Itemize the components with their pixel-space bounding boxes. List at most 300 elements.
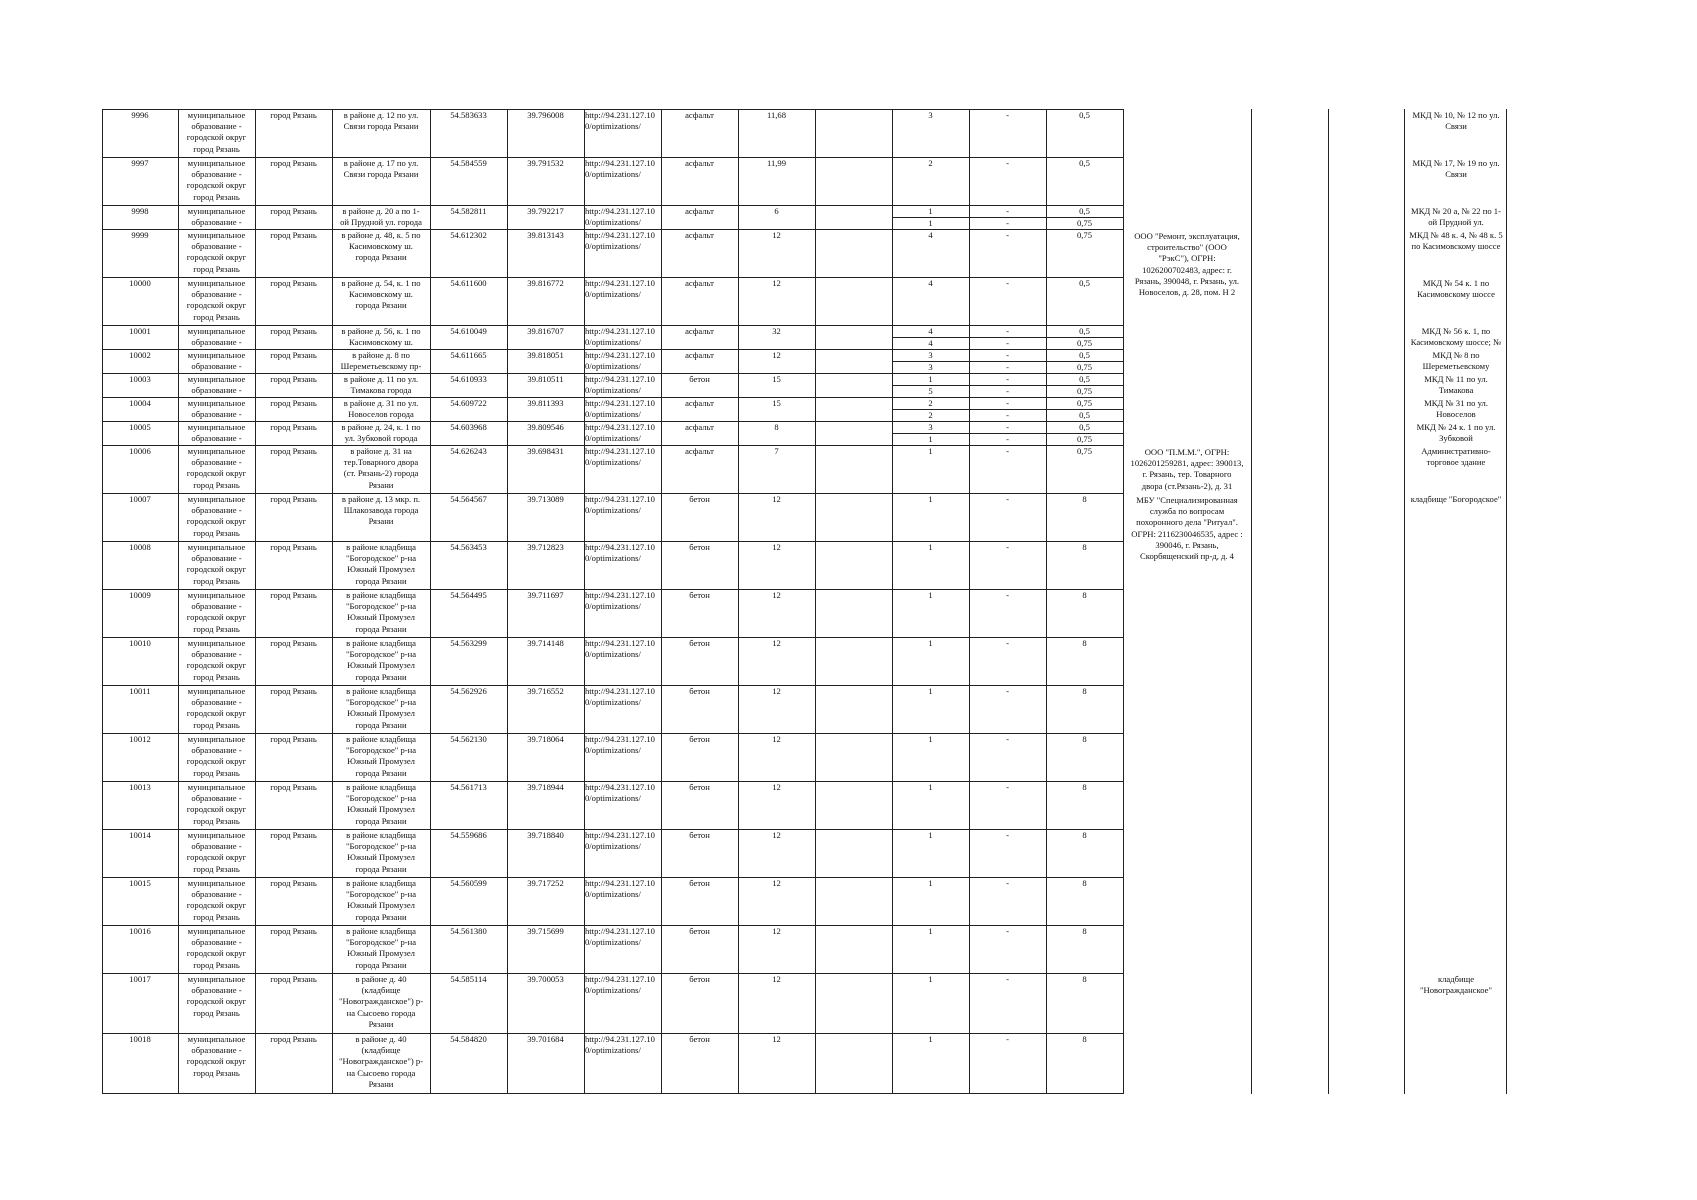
- longitude-cell: 39.791532: [527, 158, 564, 168]
- container-volume-cell: 0,75: [1076, 386, 1093, 396]
- dash-cell: -: [1006, 374, 1009, 384]
- settlement-cell: город Рязань: [270, 326, 317, 336]
- dash-cell: -: [1006, 1034, 1009, 1044]
- row-number-cell: 10009: [129, 590, 151, 600]
- container-volume-cell: 8: [1082, 494, 1087, 504]
- municipal-formation-cell: муниципальное образование - городской округ город Рязань: [186, 686, 247, 730]
- row-number-cell: 10015: [129, 878, 151, 888]
- settlement-cell: город Рязань: [270, 734, 317, 744]
- column-border: [1328, 109, 1329, 1094]
- surface-cell: бетон: [689, 638, 710, 648]
- container-count-cell: 1: [928, 218, 933, 228]
- container-volume-cell: 8: [1082, 926, 1087, 936]
- sub-row-border: [892, 385, 1123, 386]
- source-objects-cell: МКД № 8 по Шереметьевскому: [1422, 350, 1490, 372]
- surface-cell: асфальт: [685, 350, 714, 360]
- latitude-cell: 54.564567: [450, 494, 487, 504]
- address-cell: в районе кладбища "Богородское" р-на Южный Промузел города Рязани: [345, 686, 417, 730]
- municipal-formation-cell: муниципальное образование - городской округ город Рязань: [186, 446, 247, 490]
- container-volume-cell: 0,5: [1079, 350, 1090, 360]
- link-cell: http://94.231.127.10 0/optimizations/: [585, 350, 655, 372]
- container-count-cell: 3: [928, 362, 933, 372]
- row-number-cell: 9996: [131, 110, 149, 120]
- container-count-cell: 2: [928, 158, 933, 168]
- container-count-cell: 3: [928, 422, 933, 432]
- dash-cell: -: [1006, 386, 1009, 396]
- row-number-cell: 9998: [131, 206, 149, 216]
- row-number-cell: 10016: [129, 926, 151, 936]
- container-count-cell: 1: [928, 782, 933, 792]
- longitude-cell: 39.711697: [527, 590, 564, 600]
- row-number-cell: 10005: [129, 422, 151, 432]
- longitude-cell: 39.713089: [527, 494, 564, 504]
- municipal-formation-cell: муниципальное образование -: [187, 350, 246, 372]
- municipal-formation-cell: муниципальное образование - городской округ город Рязань: [186, 638, 247, 682]
- container-volume-cell: 8: [1082, 878, 1087, 888]
- longitude-cell: 39.810511: [527, 374, 564, 384]
- surface-cell: бетон: [689, 590, 710, 600]
- surface-cell: бетон: [689, 782, 710, 792]
- longitude-cell: 39.813143: [527, 230, 564, 240]
- source-objects-cell: МКД № 24 к. 1 по ул. Зубковой: [1416, 422, 1496, 444]
- settlement-cell: город Рязань: [270, 158, 317, 168]
- row-number-cell: 10001: [129, 326, 151, 336]
- address-cell: в районе д. 17 по ул. Связи города Рязани: [343, 158, 419, 180]
- container-volume-cell: 0,5: [1079, 206, 1090, 216]
- municipal-formation-cell: муниципальное образование -: [187, 326, 246, 348]
- area-cell: 15: [772, 398, 781, 408]
- settlement-cell: город Рязань: [270, 230, 317, 240]
- settlement-cell: город Рязань: [270, 110, 317, 120]
- source-objects-cell: кладбище "Богородское": [1410, 494, 1502, 504]
- dash-cell: -: [1006, 218, 1009, 228]
- source-objects-cell: кладбище "Новогражданское": [1420, 974, 1492, 996]
- source-objects-cell: [1404, 589, 1508, 637]
- area-cell: 12: [772, 974, 781, 984]
- settlement-cell: город Рязань: [270, 926, 317, 936]
- container-volume-cell: 0,5: [1079, 374, 1090, 384]
- surface-cell: бетон: [689, 734, 710, 744]
- container-count-cell: 1: [928, 1034, 933, 1044]
- municipal-formation-cell: муниципальное образование - городской округ город Рязань: [186, 110, 247, 154]
- surface-cell: бетон: [689, 494, 710, 504]
- source-objects-cell: [1404, 685, 1508, 733]
- container-volume-cell: 0,75: [1076, 338, 1093, 348]
- area-cell: 12: [772, 542, 781, 552]
- source-objects-cell: МКД № 56 к. 1, по Касимовскому шоссе; №: [1410, 326, 1502, 348]
- row-number-cell: 10017: [129, 974, 151, 984]
- container-count-cell: 2: [928, 398, 933, 408]
- dash-cell: -: [1006, 206, 1009, 216]
- longitude-cell: 39.718840: [527, 830, 564, 840]
- link-cell: http://94.231.127.10 0/optimizations/: [585, 686, 655, 708]
- container-volume-cell: 0,5: [1079, 278, 1090, 288]
- municipal-formation-cell: муниципальное образование -: [187, 422, 246, 444]
- surface-cell: асфальт: [685, 278, 714, 288]
- longitude-cell: 39.792217: [527, 206, 564, 216]
- address-cell: в районе д. 31 по ул. Новоселов города: [343, 398, 419, 420]
- municipal-formation-cell: муниципальное образование - городской округ город Рязань: [186, 494, 247, 538]
- container-volume-cell: 0,5: [1079, 410, 1090, 420]
- sub-row-border: [892, 217, 1123, 218]
- surface-cell: асфальт: [685, 398, 714, 408]
- container-volume-cell: 0,5: [1079, 422, 1090, 432]
- area-cell: 12: [772, 278, 781, 288]
- settlement-cell: город Рязань: [270, 422, 317, 432]
- settlement-cell: город Рязань: [270, 974, 317, 984]
- container-volume-cell: 8: [1082, 686, 1087, 696]
- latitude-cell: 54.610049: [450, 326, 487, 336]
- source-objects-cell: [1404, 781, 1508, 829]
- container-count-cell: 4: [928, 278, 933, 288]
- area-cell: 12: [772, 638, 781, 648]
- link-cell: http://94.231.127.10 0/optimizations/: [585, 494, 655, 516]
- container-volume-cell: 0,5: [1079, 158, 1090, 168]
- dash-cell: -: [1006, 446, 1009, 456]
- container-count-cell: 1: [928, 494, 933, 504]
- surface-cell: бетон: [689, 974, 710, 984]
- address-cell: в районе д. 54, к. 1 по Касимовскому ш. города Рязани: [341, 278, 421, 311]
- area-cell: 6: [774, 206, 779, 216]
- latitude-cell: 54.611600: [450, 278, 487, 288]
- latitude-cell: 54.582811: [450, 206, 487, 216]
- source-objects-cell: [1404, 733, 1508, 781]
- source-objects-cell: [1404, 877, 1508, 925]
- container-volume-cell: 8: [1082, 638, 1087, 648]
- container-count-cell: 1: [928, 446, 933, 456]
- address-cell: в районе д. 40 (кладбище "Новогражданское") р- на Сысоево города Рязани: [338, 1034, 424, 1089]
- settlement-cell: город Рязань: [270, 638, 317, 648]
- link-cell: http://94.231.127.10 0/optimizations/: [585, 446, 655, 468]
- container-count-cell: 5: [928, 386, 933, 396]
- area-cell: 32: [772, 326, 781, 336]
- link-cell: http://94.231.127.10 0/optimizations/: [585, 542, 655, 564]
- link-cell: http://94.231.127.10 0/optimizations/: [585, 638, 655, 660]
- dash-cell: -: [1006, 638, 1009, 648]
- address-cell: в районе д. 11 по ул. Тимакова города: [343, 374, 419, 396]
- address-cell: в районе д. 12 по ул. Связи города Рязани: [343, 110, 419, 132]
- latitude-cell: 54.559686: [450, 830, 487, 840]
- settlement-cell: город Рязань: [270, 278, 317, 288]
- area-cell: 12: [772, 830, 781, 840]
- municipal-formation-cell: муниципальное образование -: [187, 206, 246, 228]
- address-cell: в районе д. 8 по Шереметьевскому пр-: [340, 350, 422, 372]
- dash-cell: -: [1006, 326, 1009, 336]
- dash-cell: -: [1006, 278, 1009, 288]
- container-volume-cell: 8: [1082, 542, 1087, 552]
- address-cell: в районе д. 31 на тер.Товарного двора (ст. Рязань-2) города Рязани: [343, 446, 419, 490]
- latitude-cell: 54.562926: [450, 686, 487, 696]
- container-count-cell: 1: [928, 374, 933, 384]
- link-cell: http://94.231.127.10 0/optimizations/: [585, 374, 655, 396]
- latitude-cell: 54.563299: [450, 638, 487, 648]
- area-cell: 12: [772, 734, 781, 744]
- latitude-cell: 54.562130: [450, 734, 487, 744]
- link-cell: http://94.231.127.10 0/optimizations/: [585, 974, 655, 996]
- container-volume-cell: 8: [1082, 830, 1087, 840]
- link-cell: http://94.231.127.10 0/optimizations/: [585, 878, 655, 900]
- container-count-cell: 1: [928, 206, 933, 216]
- container-count-cell: 1: [928, 734, 933, 744]
- longitude-cell: 39.816772: [527, 278, 564, 288]
- container-volume-cell: 0,75: [1076, 218, 1093, 228]
- longitude-cell: 39.698431: [527, 446, 564, 456]
- row-number-cell: 9997: [131, 158, 149, 168]
- source-objects-cell: [1404, 1033, 1508, 1093]
- container-volume-cell: 8: [1082, 782, 1087, 792]
- latitude-cell: 54.603968: [450, 422, 487, 432]
- surface-cell: асфальт: [685, 110, 714, 120]
- longitude-cell: 39.816707: [527, 326, 564, 336]
- settlement-cell: город Рязань: [270, 350, 317, 360]
- surface-cell: бетон: [689, 1034, 710, 1044]
- surface-cell: асфальт: [685, 158, 714, 168]
- row-number-cell: 10014: [129, 830, 151, 840]
- container-count-cell: 1: [928, 686, 933, 696]
- address-cell: в районе кладбища "Богородское" р-на Южный Промузел города Рязани: [345, 590, 417, 634]
- area-cell: 12: [772, 686, 781, 696]
- sub-row-border: [892, 361, 1123, 362]
- dash-cell: -: [1006, 110, 1009, 120]
- row-number-cell: 10004: [129, 398, 151, 408]
- dash-cell: -: [1006, 686, 1009, 696]
- source-objects-cell: МКД № 20 а, № 22 по 1- ой Прудной ул.: [1411, 206, 1501, 228]
- latitude-cell: 54.560599: [450, 878, 487, 888]
- settlement-cell: город Рязань: [270, 206, 317, 216]
- municipal-formation-cell: муниципальное образование - городской округ город Рязань: [186, 878, 247, 922]
- municipal-formation-cell: муниципальное образование - городской округ город Рязань: [186, 1034, 247, 1078]
- row-number-cell: 10010: [129, 638, 151, 648]
- container-volume-cell: 0,75: [1076, 398, 1093, 408]
- row-number-cell: 10007: [129, 494, 151, 504]
- container-volume-cell: 8: [1082, 734, 1087, 744]
- address-cell: в районе кладбища "Богородское" р-на Южный Промузел города Рязани: [345, 542, 417, 586]
- area-cell: 8: [774, 422, 779, 432]
- municipal-formation-cell: муниципальное образование - городской округ город Рязань: [186, 782, 247, 826]
- container-volume-cell: 0,75: [1076, 446, 1093, 456]
- row-number-cell: 10002: [129, 350, 151, 360]
- area-cell: 12: [772, 590, 781, 600]
- municipal-formation-cell: муниципальное образование - городской округ город Рязань: [186, 278, 247, 322]
- settlement-cell: город Рязань: [270, 878, 317, 888]
- source-objects-cell: [1404, 925, 1508, 973]
- source-objects-cell: МКД № 11 по ул. Тимакова: [1424, 374, 1488, 396]
- address-cell: в районе кладбища "Богородское" р-на Южный Промузел города Рязани: [345, 878, 417, 922]
- row-number-cell: 10000: [129, 278, 151, 288]
- dash-cell: -: [1006, 830, 1009, 840]
- longitude-cell: 39.700053: [527, 974, 564, 984]
- sub-row-border: [892, 433, 1123, 434]
- address-cell: в районе д. 24, к. 1 по ул. Зубковой города: [341, 422, 421, 444]
- settlement-cell: город Рязань: [270, 398, 317, 408]
- dash-cell: -: [1006, 782, 1009, 792]
- address-cell: в районе д. 40 (кладбище "Новогражданское") р- на Сысоево города Рязани: [338, 974, 424, 1029]
- dash-cell: -: [1006, 230, 1009, 240]
- container-volume-cell: 0,75: [1076, 434, 1093, 444]
- longitude-cell: 39.811393: [527, 398, 564, 408]
- area-cell: 12: [772, 350, 781, 360]
- latitude-cell: 54.609722: [450, 398, 487, 408]
- dash-cell: -: [1006, 338, 1009, 348]
- sub-row-border: [892, 409, 1123, 410]
- row-number-cell: 9999: [131, 230, 149, 240]
- address-cell: в районе д. 13 мкр. п. Шлакозавода города Рязани: [341, 494, 421, 527]
- municipal-formation-cell: муниципальное образование - городской округ город Рязань: [186, 158, 247, 202]
- dash-cell: -: [1006, 362, 1009, 372]
- source-objects-cell: МКД № 10, № 12 по ул. Связи: [1412, 110, 1500, 132]
- area-cell: 12: [772, 926, 781, 936]
- dash-cell: -: [1006, 734, 1009, 744]
- longitude-cell: 39.716552: [527, 686, 564, 696]
- municipal-formation-cell: муниципальное образование -: [187, 398, 246, 420]
- dash-cell: -: [1006, 350, 1009, 360]
- longitude-cell: 39.718064: [527, 734, 564, 744]
- link-cell: http://94.231.127.10 0/optimizations/: [585, 158, 655, 180]
- sub-row-border: [892, 337, 1123, 338]
- source-objects-cell: [1404, 829, 1508, 877]
- link-cell: http://94.231.127.10 0/optimizations/: [585, 278, 655, 300]
- source-objects-cell: Административно- торговое здание: [1421, 446, 1491, 468]
- container-count-cell: 1: [928, 638, 933, 648]
- source-objects-cell: МКД № 31 по ул. Новоселов: [1424, 398, 1488, 420]
- link-cell: http://94.231.127.10 0/optimizations/: [585, 782, 655, 804]
- owner-organization-cell: МБУ "Специализированная служба по вопросам похоронного дела "Ритуал". ОГРН: 2116230046535, адрес : 390046, г. Рязань, Скорбященский пр-д, д. 4: [1131, 495, 1243, 562]
- owner-organization-cell: ООО "Ремонт, эксплуатация, строительство" (ООО "РэкС"), ОГРН: 1026200702483, адрес: г. Рязань, 390048, г. Рязань, ул. Новоселов, д. 28, пом. Н 2: [1134, 231, 1240, 298]
- latitude-cell: 54.585114: [450, 974, 487, 984]
- settlement-cell: город Рязань: [270, 1034, 317, 1044]
- column-border: [1251, 109, 1252, 1094]
- latitude-cell: 54.561713: [450, 782, 487, 792]
- row-number-cell: 10011: [129, 686, 151, 696]
- dash-cell: -: [1006, 926, 1009, 936]
- surface-cell: асфальт: [685, 446, 714, 456]
- container-volume-cell: 0,5: [1079, 110, 1090, 120]
- latitude-cell: 54.611665: [450, 350, 487, 360]
- area-cell: 12: [772, 230, 781, 240]
- area-cell: 11,99: [766, 158, 787, 168]
- settlement-cell: город Рязань: [270, 590, 317, 600]
- longitude-cell: 39.818051: [527, 350, 564, 360]
- container-count-cell: 3: [928, 350, 933, 360]
- container-count-cell: 1: [928, 878, 933, 888]
- longitude-cell: 39.714148: [527, 638, 564, 648]
- container-count-cell: 4: [928, 338, 933, 348]
- container-volume-cell: 8: [1082, 590, 1087, 600]
- longitude-cell: 39.796008: [527, 110, 564, 120]
- container-volume-cell: 0,75: [1076, 230, 1093, 240]
- address-cell: в районе д. 56, к. 1 по Касимовскому ш.: [341, 326, 421, 348]
- source-objects-cell: МКД № 54 к. 1 по Касимовскому шоссе: [1417, 278, 1495, 300]
- source-objects-cell: [1404, 541, 1508, 589]
- area-cell: 12: [772, 782, 781, 792]
- area-cell: 15: [772, 374, 781, 384]
- container-count-cell: 4: [928, 230, 933, 240]
- municipal-formation-cell: муниципальное образование - городской округ город Рязань: [186, 830, 247, 874]
- dash-cell: -: [1006, 434, 1009, 444]
- container-count-cell: 1: [928, 590, 933, 600]
- surface-cell: бетон: [689, 686, 710, 696]
- dash-cell: -: [1006, 494, 1009, 504]
- dash-cell: -: [1006, 158, 1009, 168]
- container-volume-cell: 0,75: [1076, 362, 1093, 372]
- address-cell: в районе кладбища "Богородское" р-на Южный Промузел города Рязани: [345, 926, 417, 970]
- container-count-cell: 1: [928, 974, 933, 984]
- surface-cell: бетон: [689, 830, 710, 840]
- municipal-formation-cell: муниципальное образование - городской округ город Рязань: [186, 542, 247, 586]
- latitude-cell: 54.561380: [450, 926, 487, 936]
- link-cell: http://94.231.127.10 0/optimizations/: [585, 230, 655, 252]
- surface-cell: бетон: [689, 542, 710, 552]
- municipal-formation-cell: муниципальное образование - городской округ город Рязань: [186, 974, 247, 1018]
- latitude-cell: 54.584820: [450, 1034, 487, 1044]
- container-volume-cell: 8: [1082, 1034, 1087, 1044]
- source-objects-cell: [1404, 637, 1508, 685]
- municipal-formation-cell: муниципальное образование - городской округ город Рязань: [186, 926, 247, 970]
- settlement-cell: город Рязань: [270, 830, 317, 840]
- latitude-cell: 54.583633: [450, 110, 487, 120]
- dash-cell: -: [1006, 422, 1009, 432]
- container-volume-cell: 0,5: [1079, 326, 1090, 336]
- latitude-cell: 54.612302: [450, 230, 487, 240]
- surface-cell: бетон: [689, 374, 710, 384]
- settlement-cell: город Рязань: [270, 542, 317, 552]
- link-cell: http://94.231.127.10 0/optimizations/: [585, 326, 655, 348]
- address-cell: в районе кладбища "Богородское" р-на Южный Промузел города Рязани: [345, 830, 417, 874]
- area-cell: 12: [772, 878, 781, 888]
- surface-cell: асфальт: [685, 422, 714, 432]
- surface-cell: бетон: [689, 926, 710, 936]
- address-cell: в районе кладбища "Богородское" р-на Южный Промузел города Рязани: [345, 734, 417, 778]
- address-cell: в районе кладбища "Богородское" р-на Южный Промузел города Рязани: [345, 638, 417, 682]
- link-cell: http://94.231.127.10 0/optimizations/: [585, 830, 655, 852]
- longitude-cell: 39.715699: [527, 926, 564, 936]
- dash-cell: -: [1006, 878, 1009, 888]
- link-cell: http://94.231.127.10 0/optimizations/: [585, 110, 655, 132]
- link-cell: http://94.231.127.10 0/optimizations/: [585, 398, 655, 420]
- link-cell: http://94.231.127.10 0/optimizations/: [585, 1034, 655, 1056]
- latitude-cell: 54.584559: [450, 158, 487, 168]
- source-objects-cell: МКД № 17, № 19 по ул. Связи: [1412, 158, 1500, 180]
- link-cell: http://94.231.127.10 0/optimizations/: [585, 590, 655, 612]
- link-cell: http://94.231.127.10 0/optimizations/: [585, 422, 655, 444]
- row-number-cell: 10006: [129, 446, 151, 456]
- link-cell: http://94.231.127.10 0/optimizations/: [585, 206, 655, 228]
- link-cell: http://94.231.127.10 0/optimizations/: [585, 926, 655, 948]
- row-number-cell: 10018: [129, 1034, 151, 1044]
- settlement-cell: город Рязань: [270, 446, 317, 456]
- surface-cell: асфальт: [685, 206, 714, 216]
- surface-cell: асфальт: [685, 326, 714, 336]
- area-cell: 12: [772, 1034, 781, 1044]
- longitude-cell: 39.809546: [527, 422, 564, 432]
- row-number-cell: 10008: [129, 542, 151, 552]
- address-cell: в районе д. 48, к. 5 по Касимовскому ш. города Рязани: [341, 230, 421, 263]
- longitude-cell: 39.712823: [527, 542, 564, 552]
- container-count-cell: 1: [928, 434, 933, 444]
- settlement-cell: город Рязань: [270, 494, 317, 504]
- dash-cell: -: [1006, 974, 1009, 984]
- surface-cell: асфальт: [685, 230, 714, 240]
- container-count-cell: 2: [928, 410, 933, 420]
- latitude-cell: 54.610933: [450, 374, 487, 384]
- owner-organization-cell: ООО "П.М.М.", ОГРН: 1026201259281, адрес: 390013, г. Рязань, тер. Товарного двора (ст.Рязань-2), д. 31: [1130, 447, 1244, 491]
- dash-cell: -: [1006, 398, 1009, 408]
- latitude-cell: 54.626243: [450, 446, 487, 456]
- container-count-cell: 4: [928, 326, 933, 336]
- surface-cell: бетон: [689, 878, 710, 888]
- container-count-cell: 1: [928, 542, 933, 552]
- municipal-formation-cell: муниципальное образование -: [187, 374, 246, 396]
